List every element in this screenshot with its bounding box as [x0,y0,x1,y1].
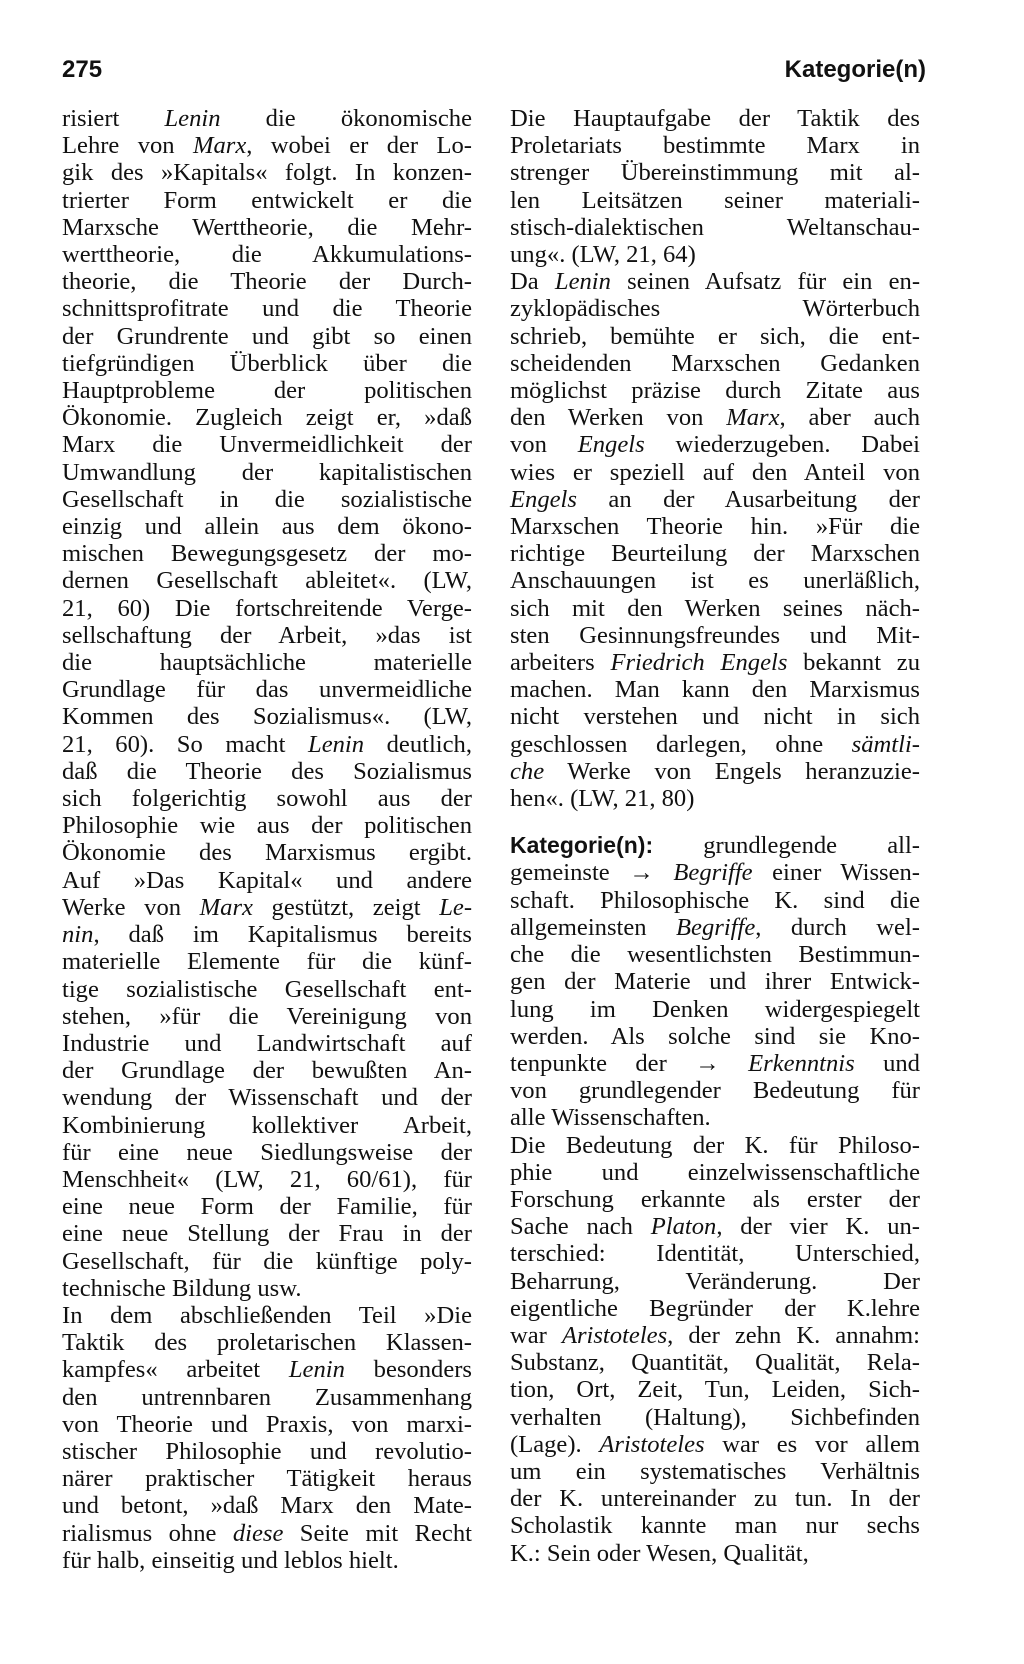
text-line: wies er speziell auf den Anteil von [510,458,920,486]
text-line: für halb, einseitig und leblos hielt. [62,1546,399,1574]
text-line: von Theorie und Praxis, von marxi- [62,1410,472,1438]
text-line: theorie, die Theorie der Durch- [62,268,472,296]
text-line: richtige Beurteilung der Marxschen [510,540,920,568]
text-line: den untrennbaren Zusammenhang [62,1383,472,1411]
text-line: Kombinierung kollektiver Arbeit, [62,1111,472,1139]
text-line: In dem abschließenden Teil »Die [62,1301,472,1329]
text-line: der Grundrente und gibt so einen [62,322,472,350]
text-line: schnittsprofitrate und die Theorie [62,295,472,323]
text-line: tiefgründigen Überblick über die [62,349,472,377]
text-line: tenpunkte der → Erkenntnis und [510,1049,920,1077]
text-line: närer praktischer Tätigkeit heraus [62,1465,472,1493]
text-line: Gesellschaft in die sozialistische [62,485,472,513]
text-line: technische Bildung usw. [62,1274,302,1302]
text-line: der K. untereinander zu tun. In der [510,1485,920,1513]
text-line: machen. Man kann den Marxismus [510,676,920,704]
text-line: Engels an der Ausarbeitung der [510,485,920,513]
right-column [510,105,920,1567]
text-line: (Lage). Aristoteles war es vor allem [510,1430,920,1458]
text-line: dernen Gesellschaft ableitet«. (LW, [62,567,472,595]
text-line: Menschheit« (LW, 21, 60/61), für [62,1165,472,1193]
text-line: arbeiters Friedrich Engels bekannt zu [510,649,921,677]
text-line: rialismus ohne diese Seite mit Recht [62,1519,472,1547]
text-line: hen«. (LW, 21, 80) [510,785,695,813]
text-line: eine neue Form der Familie, für [62,1193,472,1221]
text-line: K.: Sein oder Wesen, Qualität, [510,1539,809,1567]
text-line: für eine neue Siedlungsweise der [62,1138,472,1166]
text-line: zyklopädisches Wörterbuch [510,295,920,323]
text-line: werden. Als solche sind sie Kno- [510,1022,920,1050]
text-line: gik des »Kapitals« folgt. In konzen- [62,159,472,187]
text-line: Industrie und Landwirtschaft auf [62,1029,472,1057]
text-line: gemeinste → Begriffe einer Wissen- [510,859,920,887]
text-line: einzig und allein aus dem ökono- [62,513,472,541]
left-column [62,105,472,1574]
text-line: verhalten (Haltung), Sichbefinden [510,1403,920,1431]
text-line: und betont, »daß Marx den Mate- [62,1492,472,1520]
text-line: ung«. (LW, 21, 64) [510,241,696,269]
text-line: len Leitsätzen seiner materiali- [510,186,920,214]
text-line: schrieb, bemühte er sich, die ent- [510,322,920,350]
text-line: alle Wissenschaften. [510,1104,711,1132]
text-line: terschied: Identität, Unterschied, [510,1240,920,1268]
page-header [62,56,926,84]
text-line: Marx die Unvermeidlichkeit der [62,431,472,459]
text-line: die hauptsächliche materielle [62,649,472,677]
text-line: Grundlage für das unvermeidliche [62,676,472,704]
dictionary-entry [510,832,920,1566]
text-line: tige sozialistische Gesellschaft ent- [62,975,472,1003]
text-line: Die Bedeutung der K. für Philoso- [510,1131,920,1159]
text-line: nin, daß im Kapitalismus bereits [62,921,472,949]
text-line: von grundlegender Bedeutung für [510,1077,920,1105]
entry-gap [510,812,920,832]
right-column-continuation [510,105,920,812]
text-line: sich folgerichtig sowohl aus der [62,785,472,813]
entry-term: Kategorie(n): [510,832,654,859]
text-line: Gesellschaft, für die künftige poly- [62,1247,472,1275]
text-line: Werke von Marx gestützt, zeigt Le- [62,893,473,921]
text-line: Anschauungen ist es unerläßlich, [510,567,920,595]
text-line: Hauptprobleme der politischen [62,377,472,405]
text-line: stisch-dialektischen Weltanschau- [510,213,920,241]
text-line: trierter Form entwickelt er die [62,186,472,214]
text-line: Scholastik kannte man nur sechs [510,1512,920,1540]
text-line: Forschung erkannte als erster der [510,1185,920,1213]
text-line: Sache nach Platon, der vier K. un- [510,1213,921,1241]
text-line: phie und einzelwissenschaftliche [510,1158,920,1186]
text-line: sten Gesinnungsfreundes und Mit- [510,621,920,649]
text-line: daß die Theorie des Sozialismus [62,757,472,785]
text-line: allgemeinsten Begriffe, durch wel- [510,913,920,941]
text-line: eigentliche Begründer der K.lehre [510,1294,920,1322]
text-line: Die Hauptaufgabe der Taktik des [510,105,920,132]
text-line: gen der Materie und ihrer Entwick- [510,968,920,996]
text-line: Marxschen Theorie hin. »Für die [510,513,920,541]
text-line: Beharrung, Veränderung. Der [510,1267,920,1295]
text-line: der Grundlage der bewußten An- [62,1057,472,1085]
text-line: Taktik des proletarischen Klassen- [62,1329,472,1357]
text-line: Kommen des Sozialismus«. (LW, [62,703,472,731]
text-line: schaft. Philosophische K. sind die [510,886,920,914]
text-line: Substanz, Quantität, Qualität, Rela- [510,1349,920,1377]
text-line: lung im Denken widergespiegelt [510,995,920,1023]
text-line: Philosophie wie aus der politischen [62,812,472,840]
text-line: wendung der Wissenschaft und der [62,1084,472,1112]
text-line: kampfes« arbeitet Lenin besonders [62,1356,472,1384]
running-head: Kategorie(n) [784,56,926,83]
text-line: Proletariats bestimmte Marx in [510,132,920,160]
text-line: von Engels wiederzugeben. Dabei [510,431,921,459]
entry-first-line [510,832,920,859]
text-line: Auf »Das Kapital« und andere [62,866,472,894]
text-line: strenger Übereinstimmung mit al- [510,159,920,187]
text-line: sich mit den Werken seines näch- [510,594,920,622]
text-line: stehen, »für die Vereinigung von [62,1002,472,1030]
text-line: Ökonomie des Marxismus ergibt. [62,839,472,867]
text-line: Marxsche Werttheorie, die Mehr- [62,213,472,241]
text-line: eine neue Stellung der Frau in der [62,1220,472,1248]
entry-body [510,859,920,1566]
text-line: geschlossen darlegen, ohne sämtli- [510,730,920,758]
text-line: tion, Ort, Zeit, Tun, Leiden, Sich- [510,1376,920,1404]
text-line: nicht verstehen und nicht in sich [510,703,920,731]
text-line: risiert Lenin die ökonomische [62,105,472,132]
text-line: Da Lenin seinen Aufsatz für ein en- [510,268,921,296]
text-line: che Werke von Engels heranzuzie- [510,757,920,785]
text-line: war Aristoteles, der zehn K. annahm: [510,1321,920,1349]
page-number: 275 [62,56,103,83]
text-line: möglichst präzise durch Zitate aus [510,377,920,405]
text-line: Lehre von Marx, wobei er der Lo- [62,132,472,160]
text-line: materielle Elemente für die künf- [62,948,472,976]
text-line: Umwandlung der kapitalistischen [62,458,472,486]
text-line: den Werken von Marx, aber auch [510,404,920,432]
text-line: sellschaftung der Arbeit, »das ist [62,621,472,649]
text-line: werttheorie, die Akkumulations- [62,241,472,269]
text-line: scheidenden Marxschen Gedanken [510,349,920,377]
text-line: um ein systematisches Verhältnis [510,1457,920,1485]
text-line: mischen Bewegungsgesetz der mo- [62,540,472,568]
entry-first-line-rest: grundlegende all- [703,832,920,860]
text-line: stischer Philosophie und revolutio- [62,1437,472,1465]
text-line: che die wesentlichsten Bestimmun- [510,941,920,969]
text-line: Ökonomie. Zugleich zeigt er, »daß [62,404,472,432]
text-line: 21, 60) Die fortschreitende Verge- [62,594,472,622]
text-line: 21, 60). So macht Lenin deutlich, [62,730,472,758]
